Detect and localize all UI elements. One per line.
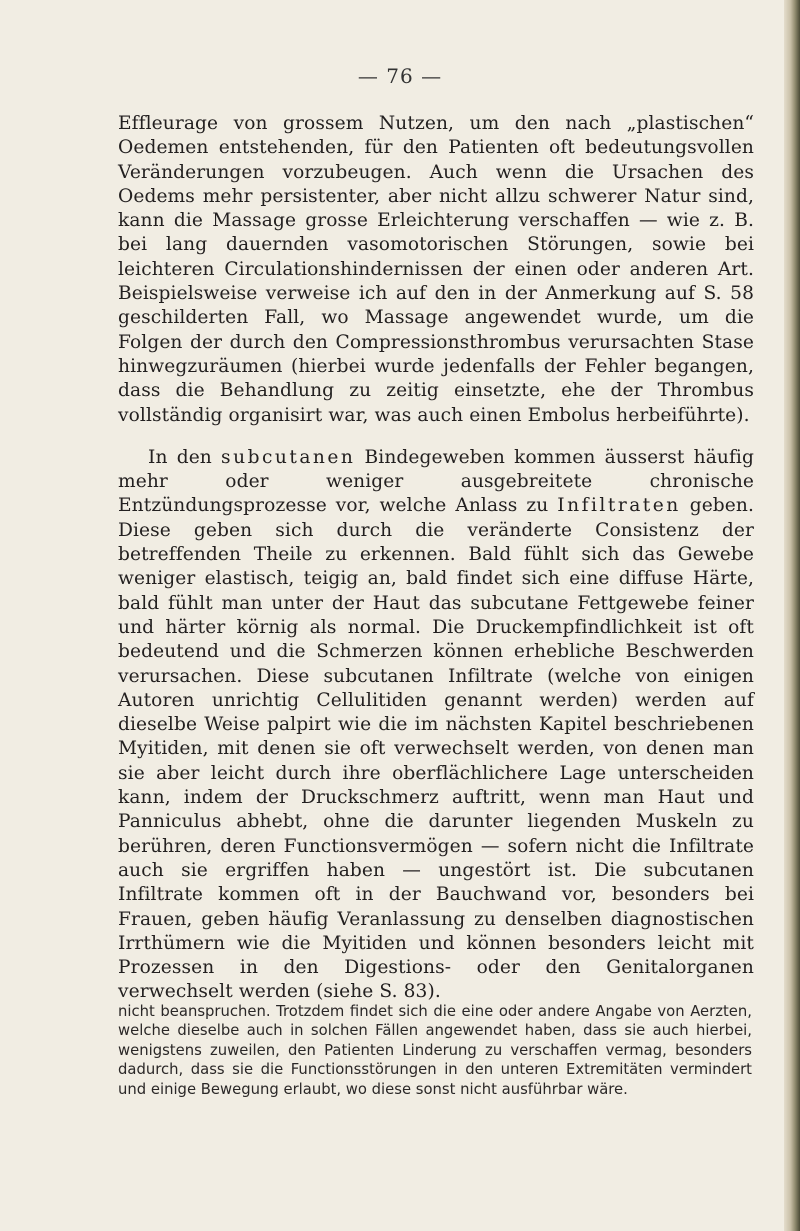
paragraph-effleurage: Effleurage von grossem Nutzen, um den nach „plastischen“ Oedemen entstehenden, für den Patienten oft bedeutungsvollen Veränderungen vorzubeugen. Auch wenn die Ursachen des Oedems mehr persistenter, aber nicht allzu schwerer Natur sind, kann die Massage grosse Erleichterung verschaffen — wie z. B. bei lang dauernden vasomotorischen Störungen, sowie bei leichteren Circulationshindernissen der einen oder anderen Art. Beispielsweise verweise ich auf den in der Anmerkung auf S. 58 geschilderten Fall, wo Massage angewendet wurde, um die Folgen der durch den Compressionsthrombus verursachten Stase hinwegzuräumen (hierbei wurde jedenfalls der Fehler begangen, dass die Behandlung zu zeitig einsetzte, ehe der Thrombus vollständig organisirt war, was auch einen Embolus herbeiführte).: [118, 113, 754, 426]
footnote: [118, 1002, 752, 1099]
emphasized-term-infiltraten: Infiltraten: [557, 495, 681, 517]
main-text: [118, 112, 754, 1005]
paragraph-text-rest: geben. Diese geben sich durch die veränderte Consistenz der betreffenden Theile zu erkennen. Bald fühlt sich das Gewebe weniger elastisch, teigig an, bald findet sich eine diffuse Härte, bald fühlt man unter der Haut das subcutane Fettgewebe feiner und härter körnig als normal. Die Druckempfindlichkeit ist oft bedeutend und die Schmerzen können erhebliche Beschwerden verursachen. Diese subcutanen Infiltrate (welche von einigen Autoren unrichtig Cellulitiden genannt werden) werden auf dieselbe Weise palpirt wie die im nächsten Kapitel beschriebenen Myitiden, mit denen sie oft verwechselt werden, von denen man sie aber leicht durch ihre oberflächlichere Lage unterscheiden kann, indem der Druckschmerz auftritt, wenn man Haut und Panniculus abhebt, ohne die darunter liegenden Muskeln zu berühren, deren Functionsvermögen — sofern nicht die Infiltrate auch sie ergriffen haben — ungestört ist. Die subcutanen Infiltrate kommen oft in der Bauchwand vor, besonders bei Frauen, geben häufig Veranlassung zu denselben diagnostischen Irrthümern wie die Myitiden und können besonders leicht mit Prozessen in den Digestions- oder den Genitalorganen verwechselt werden (siehe S. 83).: [118, 495, 754, 1003]
emphasized-term-subcutanen: subcutanen: [221, 446, 356, 468]
paragraph-intro: In den: [148, 446, 222, 468]
footnote-text: nicht beanspruchen. Trotzdem findet sich die eine oder andere Angabe von Aerzten, welche dieselbe auch in solchen Fällen angewendet haben, dass sie auch hierbei, wenigstens zuweilen, den Patienten Linderung zu verschaffen vermag, besonders dadurch, dass sie die Functionsstörungen in den unteren Extremitäten vermindert und einige Bewegung erlaubt, wo diese sonst nicht ausführbar wäre.: [118, 1003, 752, 1098]
paragraph-subcutane-infiltrate: [118, 446, 754, 1005]
scan-edge: [784, 0, 800, 1231]
page-number: — 76 —: [357, 64, 443, 88]
paragraph-text: Bindegeweben kommen äusserst häufig mehr oder weniger ausgebreitete chronische Entzündungsprozesse vor, welche Anlass zu: [118, 446, 754, 517]
